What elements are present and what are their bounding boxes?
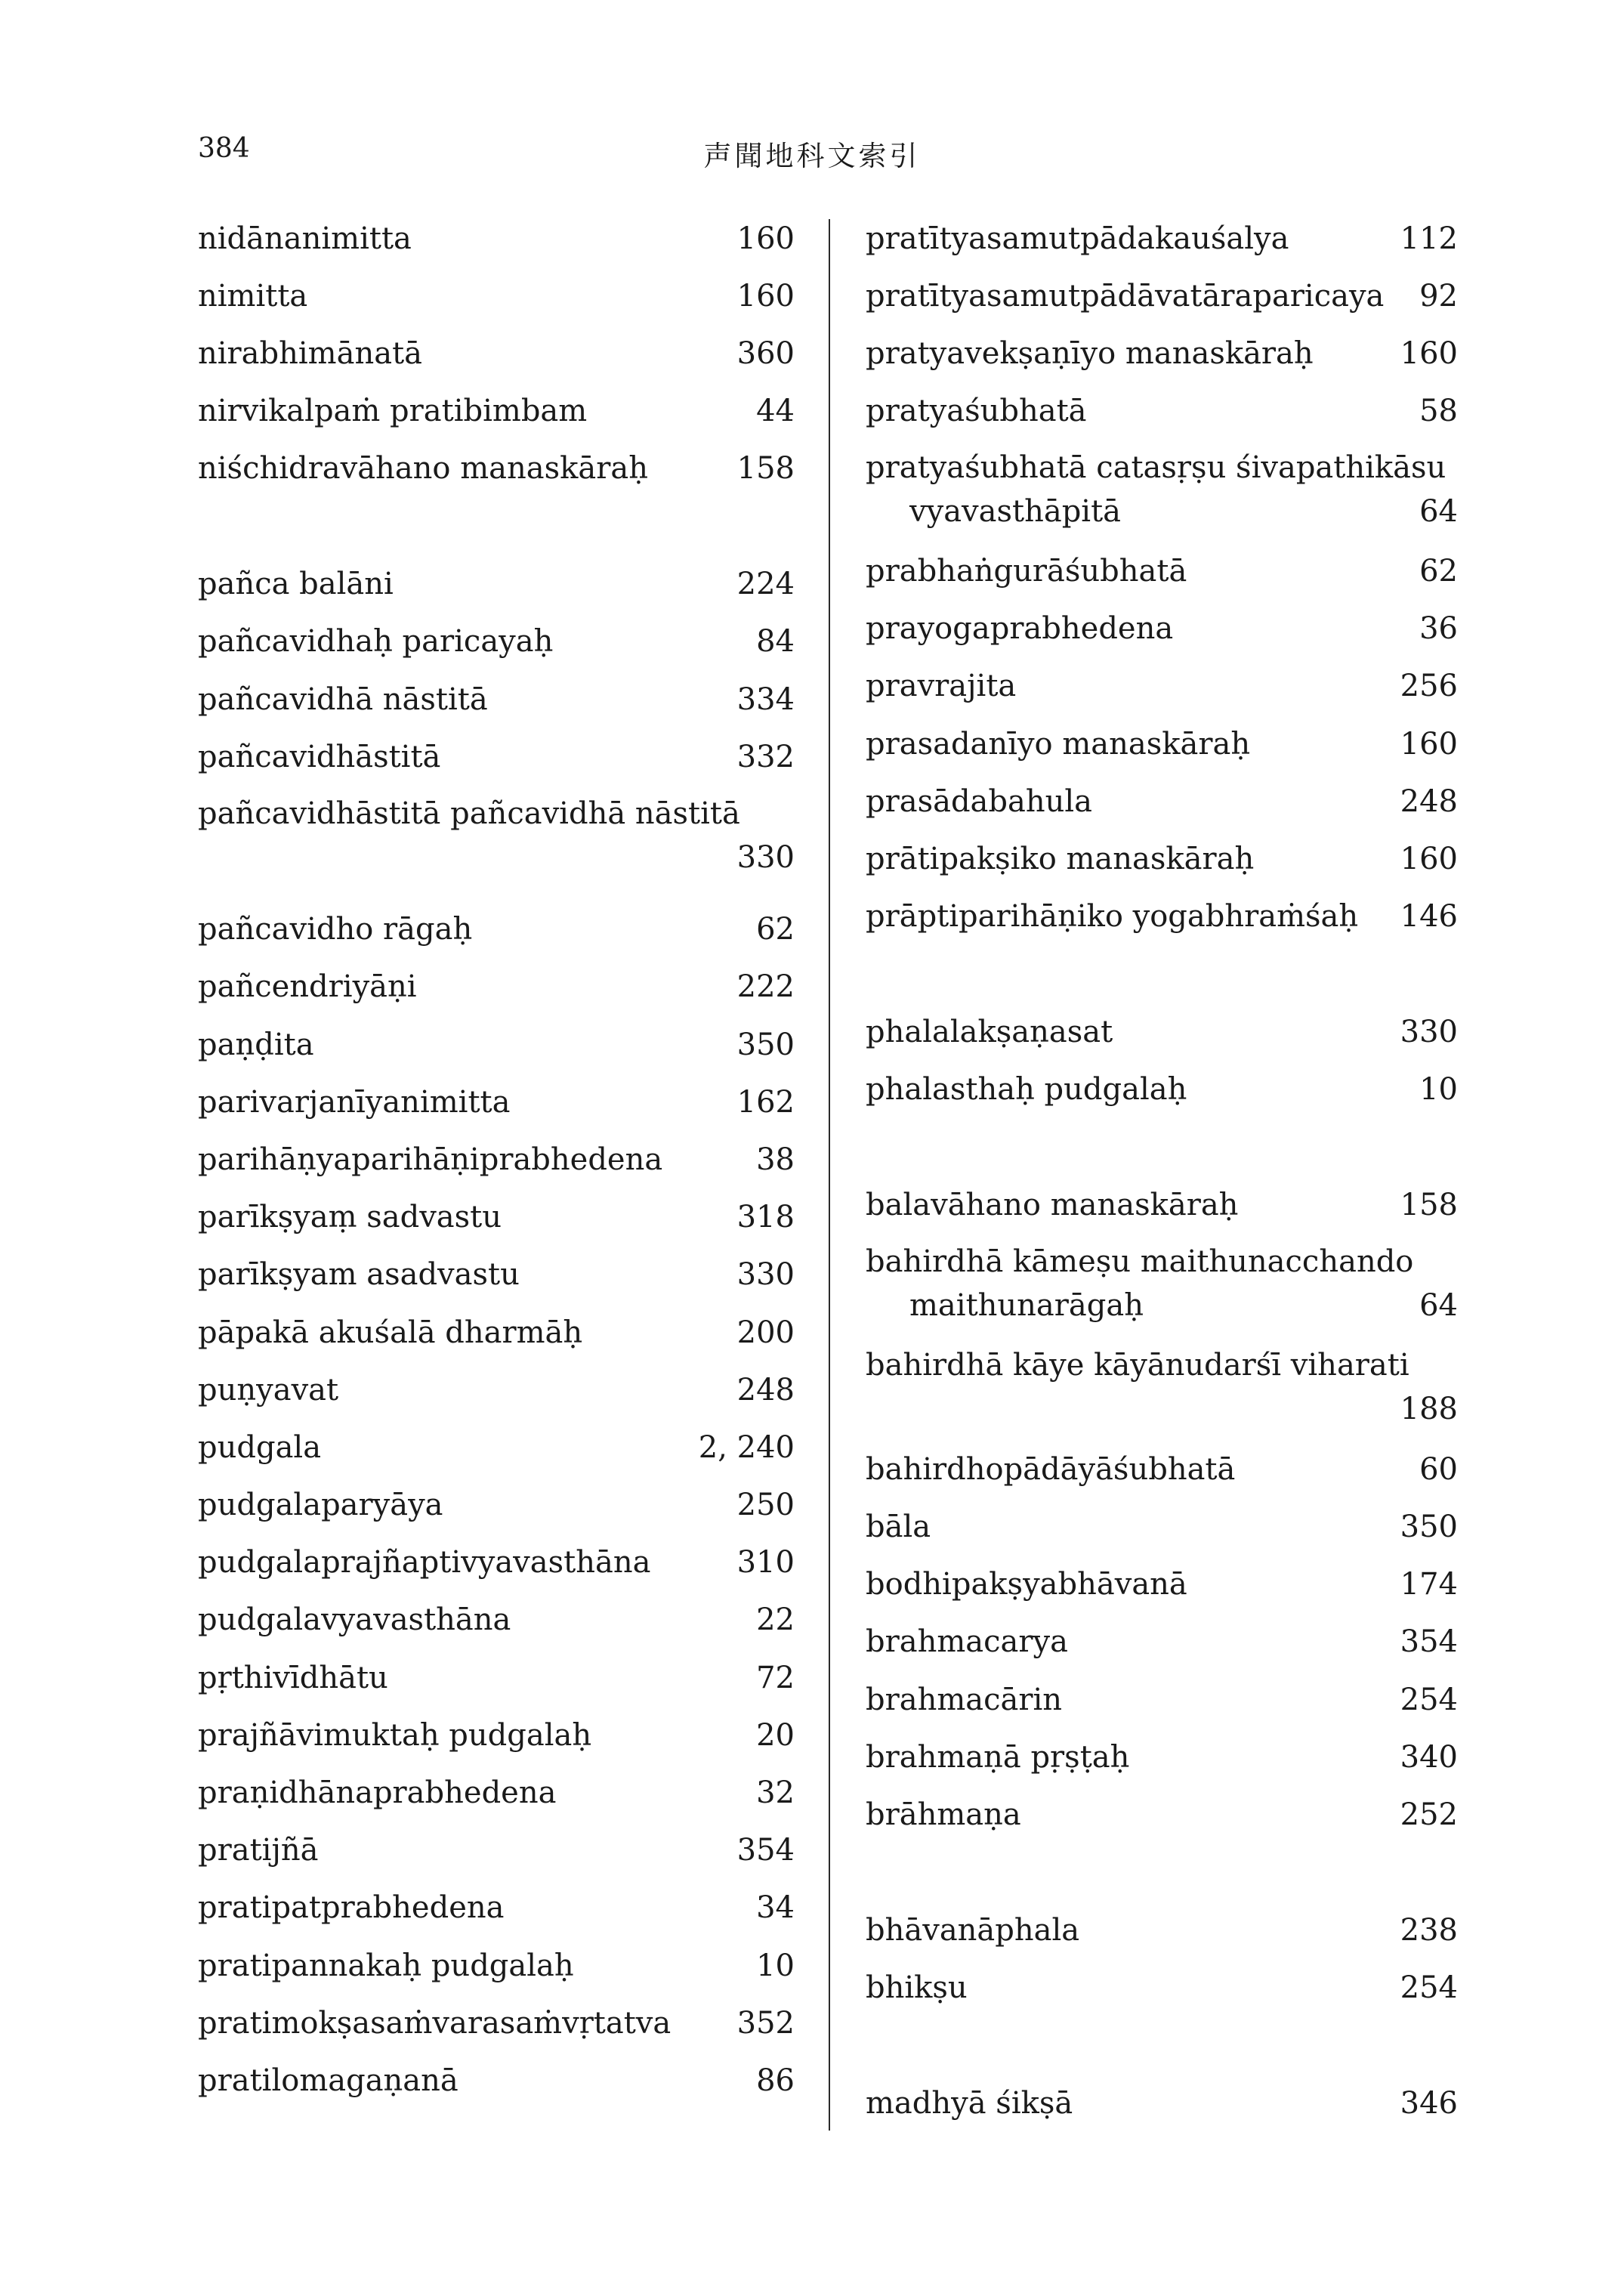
running-title: 声聞地科文索引 xyxy=(703,140,921,172)
index-entry: bahirdhā kāmeṣu maithunacchando maithunarāgaḥ 64 xyxy=(866,1244,1458,1323)
index-entry: pṛthivīdhātu 72 xyxy=(198,1661,795,1695)
index-entry: phalalakṣaṇasat 330 xyxy=(866,1015,1458,1049)
index-entry: pratipatprabhedena 34 xyxy=(198,1890,795,1925)
index-entry: nirvikalpaṁ pratibimbam 44 xyxy=(198,394,795,428)
index-entry: nimitta 160 xyxy=(198,279,795,314)
index-entry: bhikṣu 254 xyxy=(866,1970,1458,2005)
index-entry: pañcavidho rāgaḥ 62 xyxy=(198,912,795,947)
index-entry: bodhipakṣyabhāvanā 174 xyxy=(866,1567,1458,1602)
index-entry: phalasthaḥ pudgalaḥ 10 xyxy=(866,1072,1458,1107)
index-entry: pratītyasamutpādāvatāraparicaya 92 xyxy=(866,279,1458,314)
index-entry: pañcavidhā nāstitā 334 xyxy=(198,682,795,717)
index-entry: pravrajita 256 xyxy=(866,669,1458,703)
index-entry: nidānanimitta 160 xyxy=(198,221,795,256)
index-entry: pratijñā 354 xyxy=(198,1833,795,1868)
index-entry: pāpakā akuśalā dharmāḥ 200 xyxy=(198,1315,795,1350)
index-entry: brahmacarya 354 xyxy=(866,1624,1458,1659)
index-entry: nirabhimānatā 360 xyxy=(198,336,795,371)
column-divider xyxy=(829,219,830,2131)
index-entry: prātipakṣiko manaskāraḥ 160 xyxy=(866,842,1458,876)
index-entry: paṇḍita 350 xyxy=(198,1027,795,1062)
index-entry: pañcavidhāstitā pañcavidhā nāstitā 330 xyxy=(198,796,795,875)
index-entry: pudgalaparyāya 250 xyxy=(198,1488,795,1522)
index-entry: praṇidhānaprabhedena 32 xyxy=(198,1775,795,1810)
index-entry: bahirdhopādāyāśubhatā 60 xyxy=(866,1452,1458,1487)
index-entry: parīkṣyam asadvastu 330 xyxy=(198,1257,795,1292)
index-entry: pratimokṣasaṁvarasaṁvṛtatva 352 xyxy=(198,2006,795,2041)
index-entry: madhyā śikṣā 346 xyxy=(866,2086,1458,2121)
index-entry: brahmaṇā pṛṣṭaḥ 340 xyxy=(866,1740,1458,1775)
index-entry: niśchidravāhano manaskāraḥ 158 xyxy=(198,451,795,486)
index-entry: bāla 350 xyxy=(866,1510,1458,1544)
index-entry: bahirdhā kāye kāyānudarśī viharati 188 xyxy=(866,1348,1458,1426)
index-entry: prasādabahula 248 xyxy=(866,784,1458,819)
index-entry: pañca balāni 224 xyxy=(198,567,795,601)
index-entry: pudgalavyavasthāna 22 xyxy=(198,1602,795,1637)
index-entry: parivarjanīyanimitta 162 xyxy=(198,1085,795,1120)
index-entry: pudgala 2, 240 xyxy=(198,1430,795,1465)
index-entry: prāptiparihāṇiko yogabhraṁśaḥ 146 xyxy=(866,899,1458,934)
index-entry: parīkṣyaṃ sadvastu 318 xyxy=(198,1200,795,1235)
index-entry: brahmacārin 254 xyxy=(866,1683,1458,1717)
index-entry: prajñāvimuktaḥ pudgalaḥ 20 xyxy=(198,1718,795,1753)
index-entry: parihāṇyaparihāṇiprabhedena 38 xyxy=(198,1142,795,1177)
index-entry: pratyaśubhatā 58 xyxy=(866,394,1458,428)
index-entry: balavāhano manaskāraḥ 158 xyxy=(866,1188,1458,1222)
index-entry: pratyavekṣaṇīyo manaskāraḥ 160 xyxy=(866,336,1458,371)
page-header xyxy=(0,133,1624,178)
index-entry: pañcavidhaḥ paricayaḥ 84 xyxy=(198,624,795,659)
page-number: 384 xyxy=(198,133,250,164)
index-entry: pratyaśubhatā catasṛṣu śivapathikāsu vyavasthāpitā 64 xyxy=(866,450,1458,529)
index-entry: pañcendriyāṇi 222 xyxy=(198,969,795,1004)
index-entry: puṇyavat 248 xyxy=(198,1373,795,1408)
index-entry: prayogaprabhedena 36 xyxy=(866,611,1458,646)
index-entry: pratipannakaḥ pudgalaḥ 10 xyxy=(198,1948,795,1983)
index-entry: prasadanīyo manaskāraḥ 160 xyxy=(866,727,1458,762)
index-entry: prabhaṅgurāśubhatā 62 xyxy=(866,554,1458,589)
index-entry: bhāvanāphala 238 xyxy=(866,1913,1458,1948)
index-entry: brāhmaṇa 252 xyxy=(866,1797,1458,1832)
index-entry: pratilomagaṇanā 86 xyxy=(198,2063,795,2098)
index-entry: pañcavidhāstitā 332 xyxy=(198,740,795,774)
index-entry: pudgalaprajñaptivyavasthāna 310 xyxy=(198,1545,795,1580)
index-entry: pratītyasamutpādakauśalya 112 xyxy=(866,221,1458,256)
